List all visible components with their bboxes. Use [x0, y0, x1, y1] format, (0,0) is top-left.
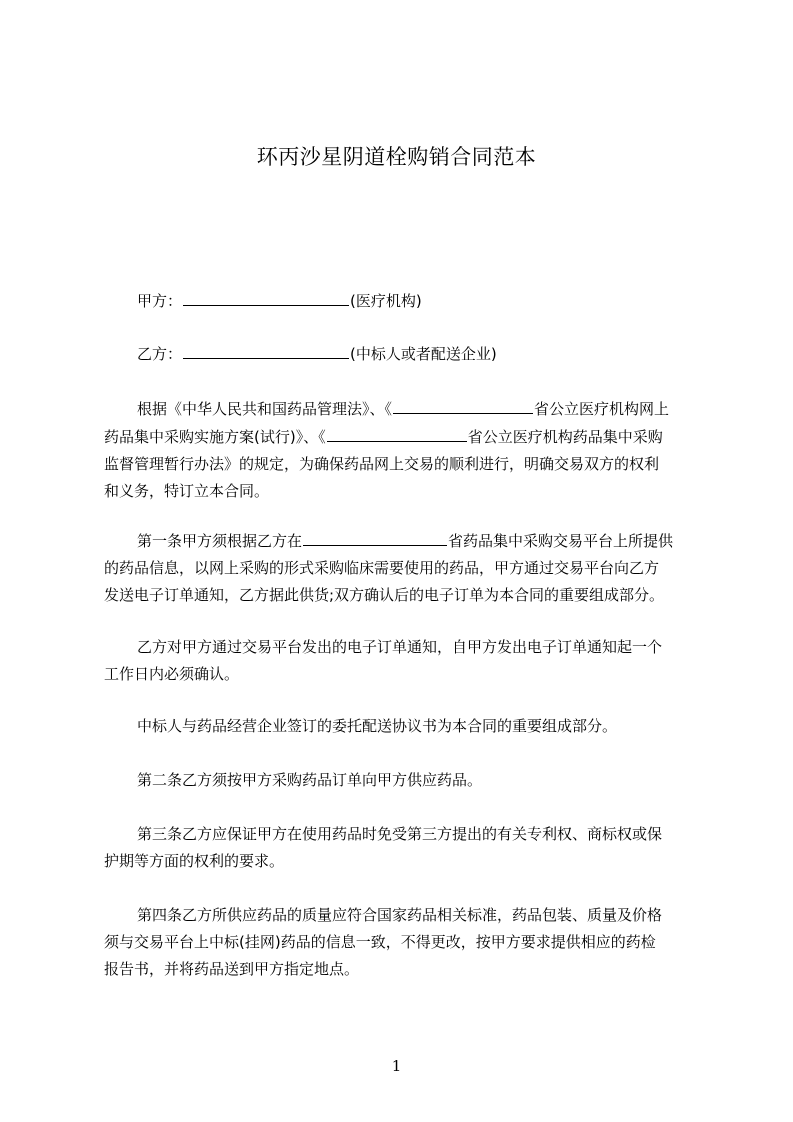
party-b-line	[137, 344, 704, 364]
preamble-line-3: 监督管理暂行办法》的规定，为确保药品网上交易的顺利进行，明确交易双方的权利	[104, 455, 660, 473]
province-blank	[393, 399, 533, 414]
article-1-line-2: 的药品信息，以网上采购的形式采购临床需要使用的药品，甲方通过交易平台向乙方	[104, 559, 660, 577]
delegation-line: 中标人与药品经营企业签订的委托配送协议书为本合同的重要组成部分。	[137, 717, 618, 735]
confirm-line-2: 工作日内必须确认。	[104, 665, 240, 683]
preamble-text: 药品集中采购实施方案(试行)》、《	[104, 428, 326, 446]
article-2-line: 第二条乙方须按甲方采购药品订单向甲方供应药品。	[137, 771, 483, 789]
article-3-line-1: 第三条乙方应保证甲方在使用药品时免受第三方提出的有关专利权、商标权或保	[137, 825, 663, 843]
article-4-line-3: 报告书，并将药品送到甲方指定地点。	[104, 960, 360, 978]
article-1-line-1	[137, 531, 704, 551]
preamble-line-2	[104, 427, 704, 447]
party-a-suffix: (医疗机构)	[350, 292, 422, 310]
preamble-text: 根据《中华人民共和国药品管理法》、《	[137, 400, 393, 418]
party-b-suffix: (中标人或者配送企业)	[350, 345, 497, 363]
party-b-label: 乙方：	[137, 345, 183, 363]
article-4-line-1: 第四条乙方所供应药品的质量应符合国家药品相关标准，药品包装、质量及价格	[137, 906, 663, 924]
document-title: 环丙沙星阴道栓购销合同范本	[256, 145, 537, 169]
province-blank	[303, 531, 447, 546]
preamble-line-1	[137, 399, 704, 419]
preamble-text: 省公立医疗机构网上	[534, 400, 670, 418]
preamble-line-4: 和义务，特订立本合同。	[104, 482, 270, 500]
article-1-text: 第一条甲方须根据乙方在	[137, 532, 303, 550]
article-1-line-3: 发送电子订单通知，乙方据此供货;双方确认后的电子订单为本合同的重要组成部分。	[104, 586, 665, 604]
article-4-line-2: 须与交易平台上中标(挂网)药品的信息一致，不得更改，按甲方要求提供相应的药检	[104, 933, 656, 951]
preamble-text: 省公立医疗机构药品集中采购	[467, 428, 663, 446]
confirm-line-1: 乙方对甲方通过交易平台发出的电子订单通知，自甲方发出电子订单通知起一个	[137, 638, 663, 656]
party-a-line	[137, 291, 704, 311]
province-blank	[327, 427, 467, 442]
party-b-blank	[183, 344, 349, 359]
article-1-text: 省药品集中采购交易平台上所提供	[448, 532, 674, 550]
party-a-label: 甲方：	[137, 292, 183, 310]
party-a-blank	[183, 291, 349, 306]
page-number: 1	[391, 1057, 402, 1075]
article-3-line-2: 护期等方面的权利的要求。	[104, 852, 285, 870]
